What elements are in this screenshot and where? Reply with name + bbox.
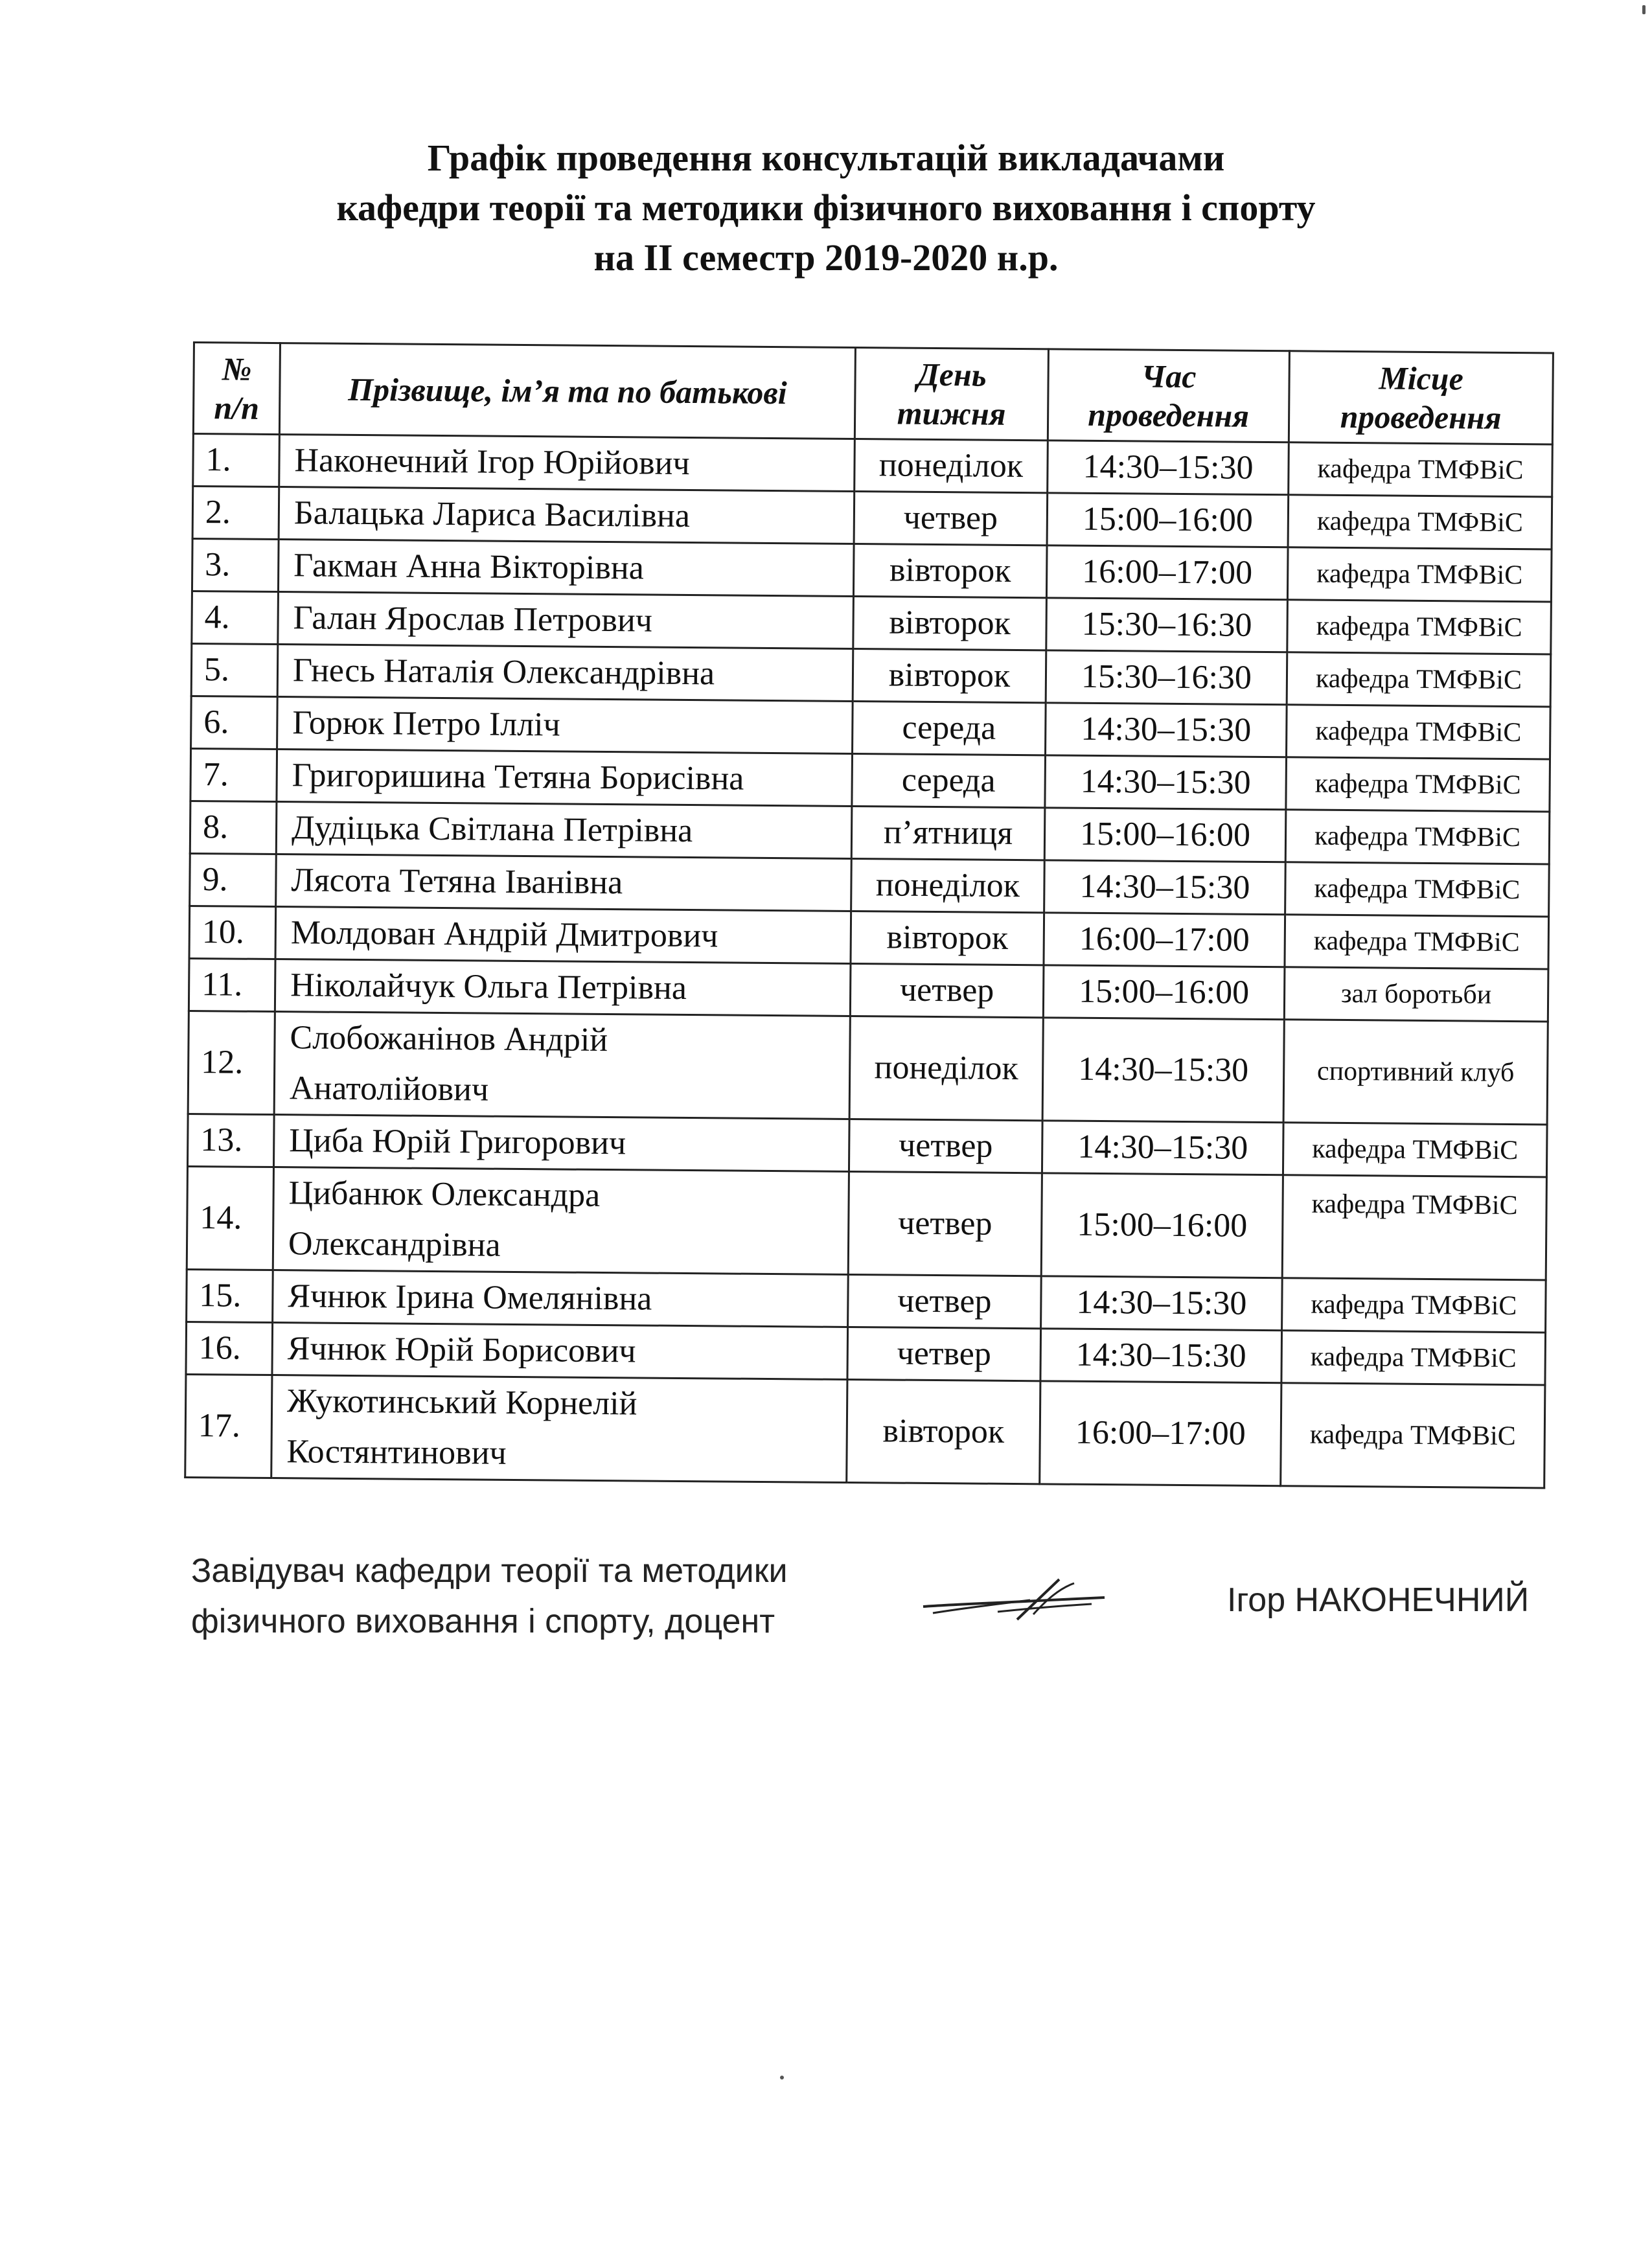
- weekday: четвер: [848, 1274, 1042, 1328]
- time-slot: 16:00–17:00: [1040, 1381, 1281, 1486]
- row-number: 3.: [192, 539, 279, 592]
- time-slot: 15:00–16:00: [1041, 1173, 1283, 1278]
- weekday: четвер: [847, 1327, 1041, 1380]
- table-row: [187, 1166, 1546, 1279]
- teacher-name: Ячнюк Ірина Омелянівна: [273, 1270, 849, 1327]
- time-slot: 14:30–15:30: [1042, 1121, 1283, 1175]
- time-slot: 14:30–15:30: [1045, 755, 1287, 810]
- location: кафедра ТМФВіС: [1287, 600, 1552, 654]
- row-number: 5.: [191, 643, 278, 696]
- teacher-name: Дудіцька Світлана Петрівна: [276, 802, 852, 859]
- scan-speck: [1642, 5, 1646, 14]
- table-header-row: [193, 343, 1553, 444]
- header-day: День тижня: [855, 348, 1048, 441]
- location: кафедра ТМФВіС: [1283, 1123, 1547, 1177]
- position-line-2: фізичного виховання і спорту, доцент: [191, 1603, 775, 1640]
- time-slot: 14:30–15:30: [1040, 1329, 1282, 1383]
- location: кафедра ТМФВіС: [1281, 1383, 1545, 1488]
- row-number: 13.: [187, 1114, 274, 1167]
- header-place: Місце проведення: [1289, 351, 1553, 444]
- time-slot: 15:30–16:30: [1046, 598, 1288, 652]
- teacher-name: Галан Ярослав Петрович: [278, 592, 854, 649]
- row-number: 16.: [186, 1322, 273, 1375]
- weekday: понеділок: [849, 1016, 1043, 1120]
- teacher-name: Наконечний Ігор Юрійович: [279, 435, 855, 492]
- location: кафедра ТМФВіС: [1282, 1175, 1546, 1280]
- time-slot: 15:00–16:00: [1044, 808, 1286, 862]
- teacher-name: Григоришина Тетяна Борисівна: [277, 750, 853, 807]
- weekday: п’ятниця: [851, 807, 1045, 860]
- weekday: четвер: [854, 492, 1048, 545]
- header-time: Час проведення: [1048, 349, 1289, 442]
- location: кафедра ТМФВіС: [1285, 810, 1550, 864]
- row-number: 6.: [191, 696, 278, 749]
- weekday: вівторок: [847, 1379, 1040, 1483]
- location: кафедра ТМФВіС: [1281, 1331, 1546, 1385]
- time-slot: 16:00–17:00: [1044, 913, 1285, 967]
- location: кафедра ТМФВіС: [1289, 442, 1553, 497]
- title-line-1: Графік проведення консультацій викладачами: [427, 137, 1225, 179]
- weekday: середа: [852, 754, 1046, 808]
- row-number: 1.: [193, 434, 280, 487]
- time-slot: 14:30–15:30: [1042, 1018, 1284, 1123]
- weekday: четвер: [850, 964, 1044, 1018]
- row-number: 10.: [189, 906, 276, 959]
- weekday: середа: [853, 702, 1046, 755]
- teacher-name: Балацька Лариса Василівна: [279, 487, 855, 544]
- time-slot: 15:00–16:00: [1043, 965, 1285, 1020]
- location: кафедра ТМФВіС: [1287, 652, 1551, 707]
- consultation-schedule-table: [184, 341, 1554, 1489]
- teacher-name: Циба Юрій Григорович: [273, 1115, 849, 1172]
- teacher-name: Слобожанінов Андрій Анатолійович: [274, 1012, 850, 1119]
- weekday: вівторок: [853, 597, 1047, 650]
- title-line-2: кафедри теорії та методики фізичного виховання і спорту: [336, 187, 1316, 229]
- weekday: понеділок: [851, 859, 1045, 913]
- weekday: понеділок: [855, 439, 1048, 493]
- title-line-3: на ІІ семестр 2019-2020 н.р.: [593, 236, 1059, 279]
- location: кафедра ТМФВіС: [1288, 495, 1552, 549]
- location: зал боротьби: [1284, 967, 1548, 1022]
- row-number: 15.: [187, 1269, 273, 1322]
- time-slot: 16:00–17:00: [1046, 545, 1288, 600]
- teacher-name: Жукотинський Корнелій Костянтинович: [271, 1375, 847, 1483]
- time-slot: 15:00–16:00: [1047, 493, 1289, 547]
- row-number: 17.: [185, 1374, 272, 1478]
- location: кафедра ТМФВіС: [1285, 862, 1550, 917]
- time-slot: 15:30–16:30: [1046, 650, 1287, 705]
- row-number: 12.: [188, 1011, 275, 1114]
- scan-speck: [780, 2076, 784, 2079]
- table-row: [185, 1374, 1545, 1487]
- position-line-1: Завідувач кафедри теорії та методики: [191, 1552, 788, 1590]
- row-number: 2.: [192, 487, 279, 540]
- row-number: 4.: [192, 591, 279, 644]
- time-slot: 14:30–15:30: [1048, 441, 1289, 495]
- teacher-name: Цибанюк Олександра Олександрівна: [273, 1167, 849, 1275]
- row-number: 8.: [190, 801, 277, 854]
- weekday: вівторок: [851, 911, 1044, 965]
- location: кафедра ТМФВіС: [1286, 757, 1550, 812]
- row-number: 9.: [190, 853, 277, 906]
- handwritten-signature-icon: [920, 1574, 1108, 1626]
- document-title: [0, 133, 1652, 282]
- time-slot: 14:30–15:30: [1041, 1276, 1283, 1331]
- teacher-name: Ніколайчук Ольга Петрівна: [275, 959, 851, 1016]
- time-slot: 14:30–15:30: [1046, 703, 1287, 757]
- table-row: [188, 1011, 1548, 1124]
- teacher-name: Ячнюк Юрій Борисович: [272, 1323, 848, 1380]
- location: кафедра ТМФВіС: [1287, 547, 1552, 602]
- header-name: Прізвище, ім’я та по батькові: [279, 343, 855, 439]
- location: кафедра ТМФВіС: [1282, 1278, 1546, 1333]
- time-slot: 14:30–15:30: [1044, 860, 1286, 915]
- weekday: вівторок: [853, 544, 1047, 598]
- teacher-name: Лясота Тетяна Іванівна: [276, 854, 852, 911]
- teacher-name: Молдован Андрій Дмитрович: [275, 907, 851, 964]
- row-number: 11.: [189, 958, 275, 1011]
- row-number: 7.: [190, 748, 277, 801]
- weekday: вівторок: [853, 649, 1046, 703]
- teacher-name: Гнесь Наталія Олександрівна: [277, 645, 853, 702]
- location: кафедра ТМФВіС: [1287, 705, 1551, 759]
- location: кафедра ТМФВіС: [1285, 915, 1549, 969]
- header-number: № п/п: [193, 343, 280, 435]
- teacher-name: Гакман Анна Вікторівна: [278, 540, 854, 597]
- row-number: 14.: [187, 1166, 273, 1270]
- teacher-name: Горюк Петро Ілліч: [277, 697, 853, 754]
- weekday: четвер: [849, 1119, 1042, 1173]
- signer-name: Ігор НАКОНЕЧНИЙ: [1227, 1581, 1530, 1619]
- location: спортивний клуб: [1283, 1020, 1548, 1125]
- weekday: четвер: [848, 1171, 1042, 1276]
- signature-position: [191, 1546, 788, 1647]
